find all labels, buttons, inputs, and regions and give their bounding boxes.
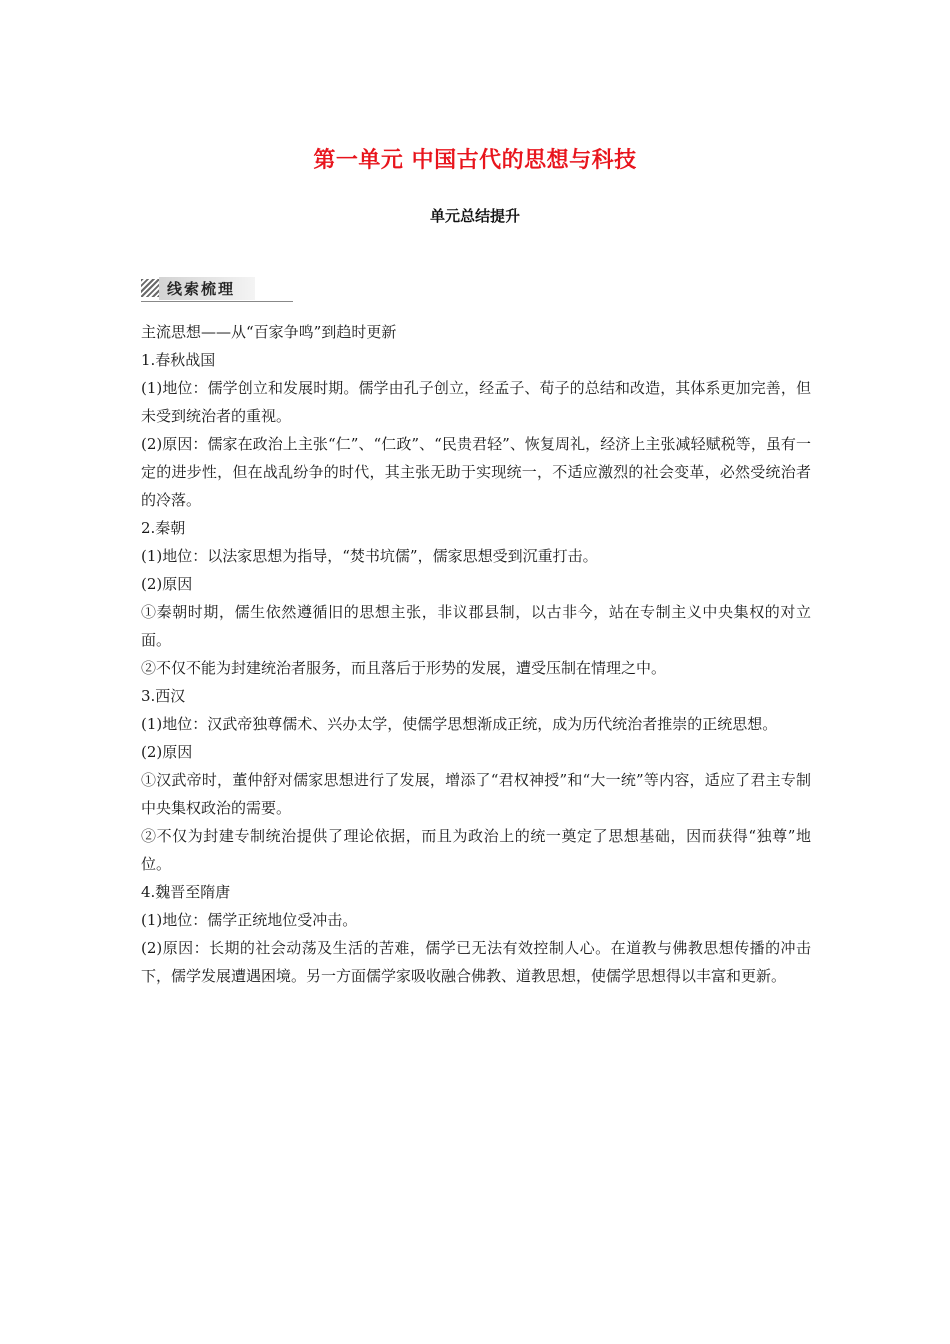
body-line: 3.西汉: [141, 687, 186, 705]
page-title: 第一单元 中国古代的思想与科技: [313, 148, 637, 173]
section-header-underline: [141, 301, 293, 302]
body-line: (1)地位：汉武帝独尊儒术、兴办太学，使儒学思想渐成正统，成为历代统治者推崇的正统思想。: [141, 715, 778, 733]
body-line: ①秦朝时期，儒生依然遵循旧的思想主张，非议郡县制，以古非今，站在专制主义中央集权的对立面。: [141, 603, 811, 649]
section-header-label: 线索梳理: [167, 280, 236, 298]
body-line: (2)原因：长期的社会动荡及生活的苦难，儒学已无法有效控制人心。在道教与佛教思想传播的冲击下，儒学发展遭遇困境。另一方面儒学家吸收融合佛教、道教思想，使儒学思想得以丰富和更新。: [141, 939, 811, 985]
body-line: ②不仅为封建专制统治提供了理论依据，而且为政治上的统一奠定了思想基础，因而获得“独尊”地位。: [141, 827, 811, 873]
page-subtitle: 单元总结提升: [429, 207, 520, 225]
body-line: (2)原因: [141, 743, 193, 761]
body-line: (1)地位：儒学正统地位受冲击。: [141, 911, 358, 929]
body-line: (1)地位：儒学创立和发展时期。儒学由孔子创立，经孟子、荀子的总结和改造，其体系更加完善，但未受到统治者的重视。: [141, 379, 811, 425]
body-line: 4.魏晋至隋唐: [141, 883, 231, 901]
body-line: ①汉武帝时，董仲舒对儒家思想进行了发展，增添了“君权神授”和“大一统”等内容，适应了君主专制中央集权政治的需要。: [141, 771, 811, 817]
body-line: (1)地位：以法家思想为指导，“焚书坑儒”，儒家思想受到沉重打击。: [141, 547, 598, 565]
body-line: ②不仅不能为封建统治者服务，而且落后于形势的发展，遭受压制在情理之中。: [141, 659, 667, 677]
body-line: (2)原因：儒家在政治上主张“仁”、“仁政”、“民贵君轻”、恢复周礼，经济上主张减轻赋税等，虽有一定的进步性，但在战乱纷争的时代，其主张无助于实现统一，不适应激烈的社会变革，必然受统治者的冷落。: [141, 435, 811, 509]
section-header: [141, 277, 293, 303]
body-line: (2)原因: [141, 575, 193, 593]
document-body: [141, 318, 811, 990]
body-line: 主流思想——从“百家争鸣”到趋时更新: [141, 323, 397, 341]
striped-square-icon: [141, 279, 159, 297]
body-line: 2.秦朝: [141, 519, 186, 537]
body-line: 1.春秋战国: [141, 351, 216, 369]
